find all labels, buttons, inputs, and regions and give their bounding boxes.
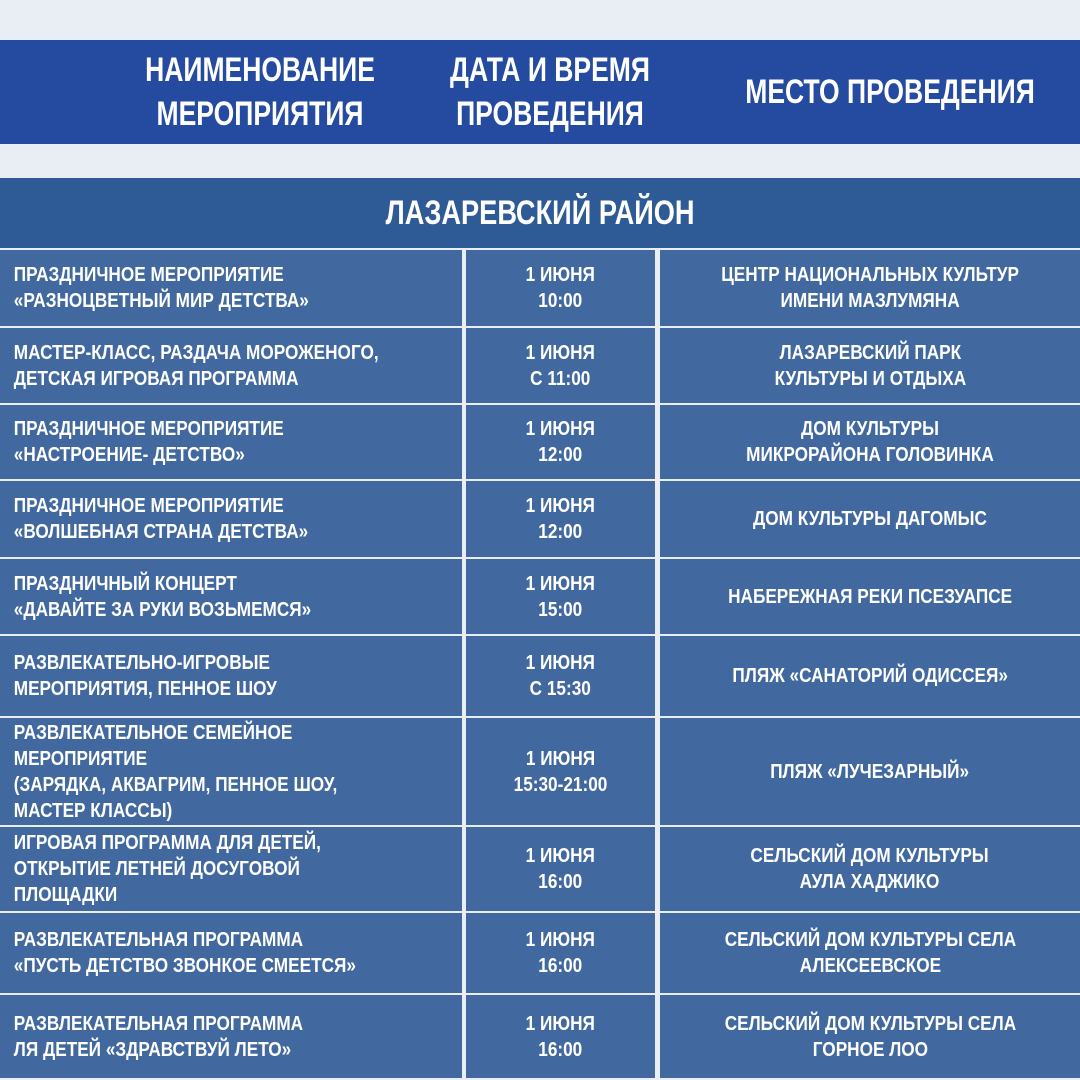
- event-name-cell-text: ПРАЗДНИЧНОЕ МЕРОПРИЯТИЕ «НАСТРОЕНИЕ- ДЕТСТВО»: [13, 418, 284, 466]
- event-place-cell: [660, 250, 1080, 326]
- event-place-cell: [660, 718, 1080, 825]
- event-date-cell-text: 1 ИЮНЯ 12:00: [525, 418, 596, 466]
- event-name-cell: [0, 250, 462, 326]
- table-header: [0, 40, 1080, 144]
- event-place-cell: [660, 405, 1080, 479]
- event-date-cell: [466, 328, 655, 403]
- event-name-cell: [0, 328, 462, 403]
- table-row: [0, 636, 1080, 716]
- event-date-cell: [466, 405, 655, 479]
- event-date-cell: [466, 636, 655, 716]
- district-banner: [0, 178, 1080, 248]
- event-name-cell: [0, 718, 462, 825]
- event-name-cell: [0, 559, 462, 634]
- event-name-cell: [0, 827, 462, 911]
- event-name-cell-text: РАЗВЛЕКАТЕЛЬНАЯ ПРОГРАММА ЛЯ ДЕТЕЙ «ЗДРАВСТВУЙ ЛЕТО»: [13, 1012, 304, 1061]
- event-date-cell: [466, 481, 655, 557]
- event-name-cell: [0, 481, 462, 557]
- header-place: МЕСТО ПРОВЕДЕНИЯ: [745, 73, 1035, 111]
- event-date-cell-text: 1 ИЮНЯ 16:00: [525, 845, 596, 893]
- event-date-cell-text: 1 ИЮНЯ С 15:30: [525, 652, 596, 700]
- event-place-cell: [660, 481, 1080, 557]
- table-row: [0, 328, 1080, 403]
- event-name-cell-text: ПРАЗДНИЧНЫЙ КОНЦЕРТ «ДАВАЙТЕ ЗА РУКИ ВОЗЬМЕМСЯ»: [13, 572, 312, 621]
- table-row: [0, 995, 1080, 1078]
- event-date-cell: [466, 827, 655, 911]
- event-place-cell-text: СЕЛЬСКИЙ ДОМ КУЛЬТУРЫ СЕЛА ГОРНОЕ ЛОО: [724, 1012, 1016, 1061]
- event-place-cell-text: НАБЕРЕЖНАЯ РЕКИ ПСЕЗУАПСЕ: [728, 585, 1012, 608]
- header-event-name: НАИМЕНОВАНИЕ МЕРОПРИЯТИЯ: [145, 51, 375, 133]
- event-place-cell-text: ЛАЗАРЕВСКИЙ ПАРК КУЛЬТУРЫ И ОТДЫХА: [774, 341, 966, 390]
- table-row: [0, 250, 1080, 326]
- event-place-cell-text: СЕЛЬСКИЙ ДОМ КУЛЬТУРЫ АУЛА ХАДЖИКО: [750, 845, 990, 893]
- event-name-cell: [0, 636, 462, 716]
- table-row: [0, 405, 1080, 479]
- event-name-cell-text: РАЗВЛЕКАТЕЛЬНО-ИГРОВЫЕ МЕРОПРИЯТИЯ, ПЕННОЕ ШОУ: [13, 652, 277, 700]
- table-row: [0, 913, 1080, 993]
- event-place-cell-text: ПЛЯЖ «ЛУЧЕЗАРНЫЙ»: [770, 760, 970, 783]
- event-date-cell-text: 1 ИЮНЯ 15:30-21:00: [513, 747, 608, 796]
- event-date-cell: [466, 718, 655, 825]
- event-date-cell-text: 1 ИЮНЯ С 11:00: [525, 341, 596, 390]
- event-date-cell-text: 1 ИЮНЯ 16:00: [525, 929, 596, 977]
- event-name-cell: [0, 405, 462, 479]
- event-place-cell-text: ДОМ КУЛЬТУРЫ ДАГОМЫС: [753, 508, 987, 530]
- event-name-cell: [0, 995, 462, 1078]
- district-title: ЛАЗАРЕВСКИЙ РАЙОН: [385, 193, 695, 232]
- table-row: [0, 718, 1080, 825]
- event-place-cell-text: ЦЕНТР НАЦИОНАЛЬНЫХ КУЛЬТУР ИМЕНИ МАЗЛУМЯНА: [721, 264, 1019, 312]
- event-place-cell-text: СЕЛЬСКИЙ ДОМ КУЛЬТУРЫ СЕЛА АЛЕКСЕЕВСКОЕ: [724, 929, 1016, 977]
- event-name-cell-text: ПРАЗДНИЧНОЕ МЕРОПРИЯТИЕ «РАЗНОЦВЕТНЫЙ МИР ДЕТСТВА»: [13, 264, 309, 312]
- table-row: [0, 481, 1080, 557]
- event-name-cell-text: РАЗВЛЕКАТЕЛЬНОЕ СЕМЕЙНОЕ МЕРОПРИЯТИЕ (ЗАРЯДКА, АКВАГРИМ, ПЕННОЕ ШОУ, МАСТЕР КЛАССЫ): [13, 721, 338, 822]
- event-name-cell-text: ПРАЗДНИЧНОЕ МЕРОПРИЯТИЕ «ВОЛШЕБНАЯ СТРАНА ДЕТСТВА»: [13, 495, 309, 543]
- event-date-cell-text: 1 ИЮНЯ 16:00: [525, 1012, 596, 1061]
- event-date-cell: [466, 559, 655, 634]
- table-row: [0, 559, 1080, 634]
- event-name-cell-text: РАЗВЛЕКАТЕЛЬНАЯ ПРОГРАММА «ПУСТЬ ДЕТСТВО ЗВОНКОЕ СМЕЕТСЯ»: [13, 929, 356, 977]
- events-table: [0, 248, 1080, 1080]
- event-place-cell: [660, 328, 1080, 403]
- event-date-cell-text: 1 ИЮНЯ 12:00: [525, 495, 596, 543]
- event-place-cell: [660, 636, 1080, 716]
- event-date-cell-text: 1 ИЮНЯ 15:00: [525, 572, 596, 621]
- event-date-cell: [466, 913, 655, 993]
- event-place-cell: [660, 559, 1080, 634]
- table-row: [0, 827, 1080, 911]
- event-name-cell-text: МАСТЕР-КЛАСС, РАЗДАЧА МОРОЖЕНОГО, ДЕТСКАЯ ИГРОВАЯ ПРОГРАММА: [13, 341, 379, 390]
- event-place-cell-text: ПЛЯЖ «САНАТОРИЙ ОДИССЕЯ»: [732, 665, 1008, 687]
- event-date-cell-text: 1 ИЮНЯ 10:00: [525, 264, 596, 312]
- event-place-cell: [660, 995, 1080, 1078]
- event-name-cell: [0, 913, 462, 993]
- event-place-cell: [660, 913, 1080, 993]
- event-place-cell-text: ДОМ КУЛЬТУРЫ МИКРОРАЙОНА ГОЛОВИНКА: [746, 418, 994, 466]
- event-date-cell: [466, 995, 655, 1078]
- event-name-cell-text: ИГРОВАЯ ПРОГРАММА ДЛЯ ДЕТЕЙ, ОТКРЫТИЕ ЛЕТНЕЙ ДОСУГОВОЙ ПЛОЩАДКИ: [13, 832, 321, 906]
- header-date-time: ДАТА И ВРЕМЯ ПРОВЕДЕНИЯ: [450, 51, 650, 133]
- event-place-cell: [660, 827, 1080, 911]
- event-date-cell: [466, 250, 655, 326]
